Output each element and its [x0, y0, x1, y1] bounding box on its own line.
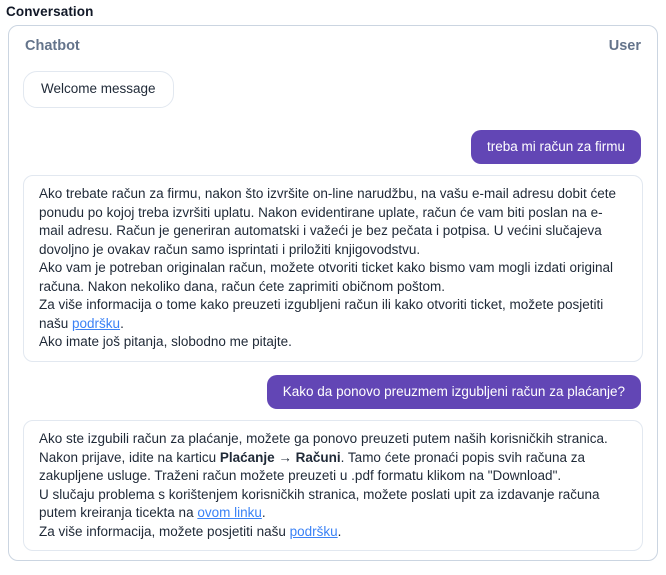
text-segment: .	[261, 505, 266, 520]
text-segment: Za više informacija o tome kako preuzeti izgubljeni račun ili kako otvoriti ticket, možete posjetiti našu	[39, 297, 604, 331]
podrska-link[interactable]: podršku	[289, 523, 338, 539]
text-segment: .	[337, 523, 342, 539]
conversation-panel	[8, 25, 658, 561]
text-segment: Za više informacija, možete posjetiti našu	[39, 523, 290, 539]
text-segment: Kako da ponovo preuzmem izgubljeni račun za plaćanje?	[282, 383, 625, 399]
bot-welcome-bubble	[23, 71, 174, 108]
message-list	[23, 71, 643, 564]
text-segment: .	[120, 315, 124, 331]
text-segment: U slučaju problema s korištenjem korisničkih stranica, možete poslati upit za izdavanje računa putem kreiranja ticekta na	[39, 486, 600, 520]
text-segment: Plaćanje	[219, 449, 275, 465]
user-message-bubble	[471, 130, 641, 165]
text-segment: Welcome message	[41, 81, 156, 96]
text-segment: Ako imate još pitanja, slobodno me pitajte.	[39, 334, 292, 349]
chatbot-label: Chatbot	[25, 38, 80, 54]
user-message-bubble	[267, 375, 641, 410]
text-segment: Ako ste izgubili račun za plaćanje, možete ga ponovo preuzeti putem naših korisničkih stranica. Nakon prijave, idite na karticu	[39, 431, 608, 465]
page-title: Conversation	[6, 4, 94, 19]
text-segment: Ako trebate račun za firmu, nakon što izvršite on-line narudžbu, na vašu e-mail adresu dobit ćete ponudu po kojoj treba izvršiti uplatu. Nakon evidentirane uplate, račun će vam biti poslan na e-mail adresu. Račun je generiran automatski i važeći je bez pečata i potpisa. U većini slučajeva dovoljno je ovakav račun samo isprintati i priložiti knjigovodstvu.	[39, 186, 617, 257]
podrska-link[interactable]: podršku	[72, 315, 121, 331]
text-segment: . Tamo ćete pronaći popis svih računa za zakupljene usluge. Traženi račun možete preuzeti u .pdf formatu klikom na "Download".	[39, 449, 586, 483]
text-segment: Ako vam je potreban originalan račun, možete otvoriti ticket kako bismo vam mogli izdati original računa. Nakon nekoliko dana, račun ćete zaprimiti običnom poštom.	[39, 260, 614, 294]
panel-header	[25, 38, 641, 54]
bot-response-card	[23, 175, 643, 362]
text-segment: Računi	[295, 449, 341, 465]
text-segment: treba mi račun za firmu	[486, 138, 625, 154]
text-segment: →	[274, 449, 296, 465]
bot-response-card	[23, 420, 643, 551]
ovom-linku-link[interactable]: ovom linku	[197, 505, 262, 520]
user-label: User	[608, 38, 641, 54]
